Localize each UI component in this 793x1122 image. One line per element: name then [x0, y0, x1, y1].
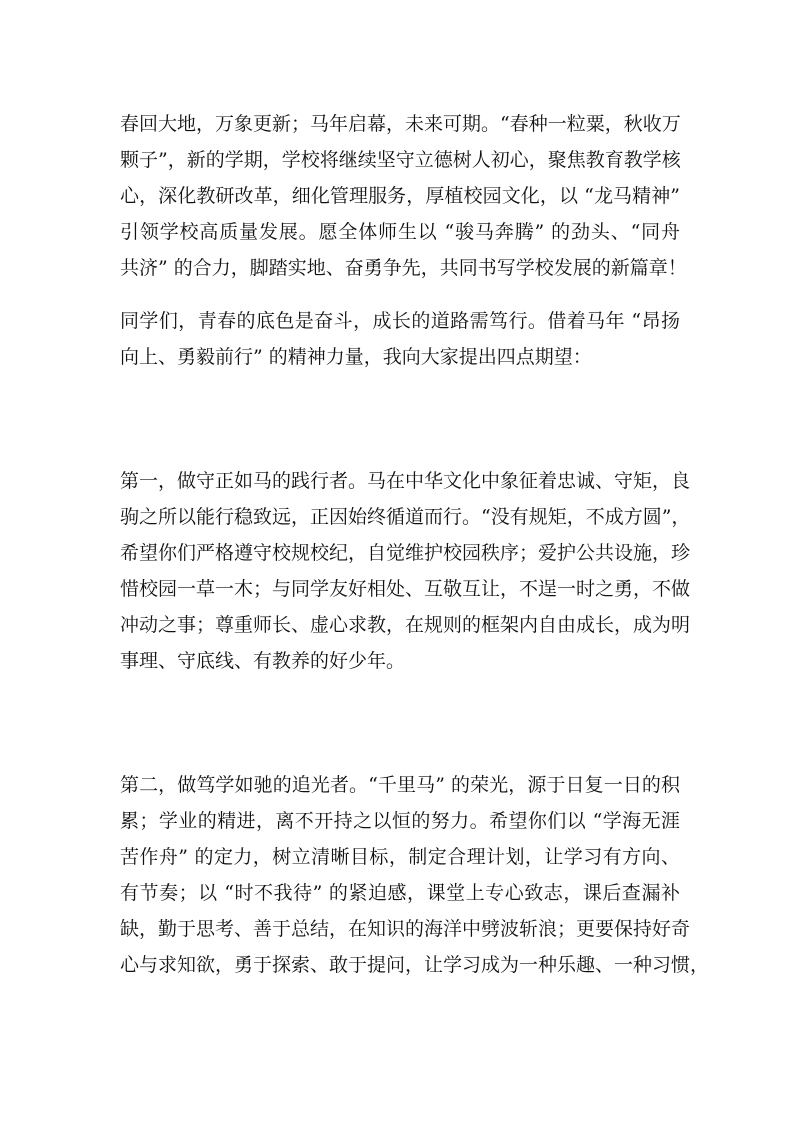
text-line: 惜校园一草一木；与同学友好相处、互敬互让，不逞一时之勇，不做 [120, 578, 691, 600]
text-line: 春回大地，万象更新；马年启幕，未来可期。“春种一粒粟，秋收万 [120, 113, 681, 135]
paragraph-first-expectation [120, 463, 691, 679]
text-line: 心，深化教研改革，细化管理服务，厚植校园文化，以 “龙马精神” [120, 185, 680, 207]
text-line: 苦作舟” 的定力，树立清晰目标，制定合理计划，让学习有方向、 [120, 846, 680, 868]
text-line: 第二，做笃学如驰的追光者。“千里马” 的荣光，源于日复一日的积 [120, 774, 680, 796]
text-line: 共济” 的合力，脚踏实地、奋勇争先，共同书写学校发展的新篇章！ [120, 257, 687, 279]
text-line: 缺，勤于思考、善于总结，在知识的海洋中劈波斩浪；更要保持好奇 [120, 918, 691, 940]
text-line: 引领学校高质量发展。愿全体师生以 “骏马奔腾” 的劲头、“同舟 [120, 221, 680, 243]
text-line: 希望你们严格遵守校规校纪，自觉维护校园秩序；爱护公共设施，珍 [120, 542, 691, 564]
text-line: 心与求知欲，勇于探索、敢于提问，让学习成为一种乐趣、一种习惯， [120, 954, 710, 976]
paragraph-intro [120, 106, 687, 286]
text-line: 同学们，青春的底色是奋斗，成长的道路需笃行。借着马年 “昂扬 [120, 310, 680, 332]
paragraph-second-expectation [120, 767, 710, 983]
paragraph-address-students [120, 303, 680, 375]
text-line: 颗子”，新的学期，学校将继续坚守立德树人初心，聚焦教育教学核 [120, 149, 681, 171]
text-line: 驹之所以能行稳致远，正因始终循道而行。“没有规矩，不成方圆”， [120, 506, 691, 528]
text-line: 事理、守底线、有教养的好少年。 [120, 650, 406, 672]
text-line: 第一，做守正如马的践行者。马在中华文化中象征着忠诚、守矩，良 [120, 470, 691, 492]
text-line: 冲动之事；尊重师长、虚心求教，在规则的框架内自由成长，成为明 [120, 614, 691, 636]
text-line: 有节奏；以 “时不我待” 的紧迫感，课堂上专心致志，课后查漏补 [120, 882, 680, 904]
text-line: 向上、勇毅前行” 的精神力量，我向大家提出四点期望： [120, 346, 592, 368]
text-line: 累；学业的精进，离不开持之以恒的努力。希望你们以 “学海无涯 [120, 810, 680, 832]
